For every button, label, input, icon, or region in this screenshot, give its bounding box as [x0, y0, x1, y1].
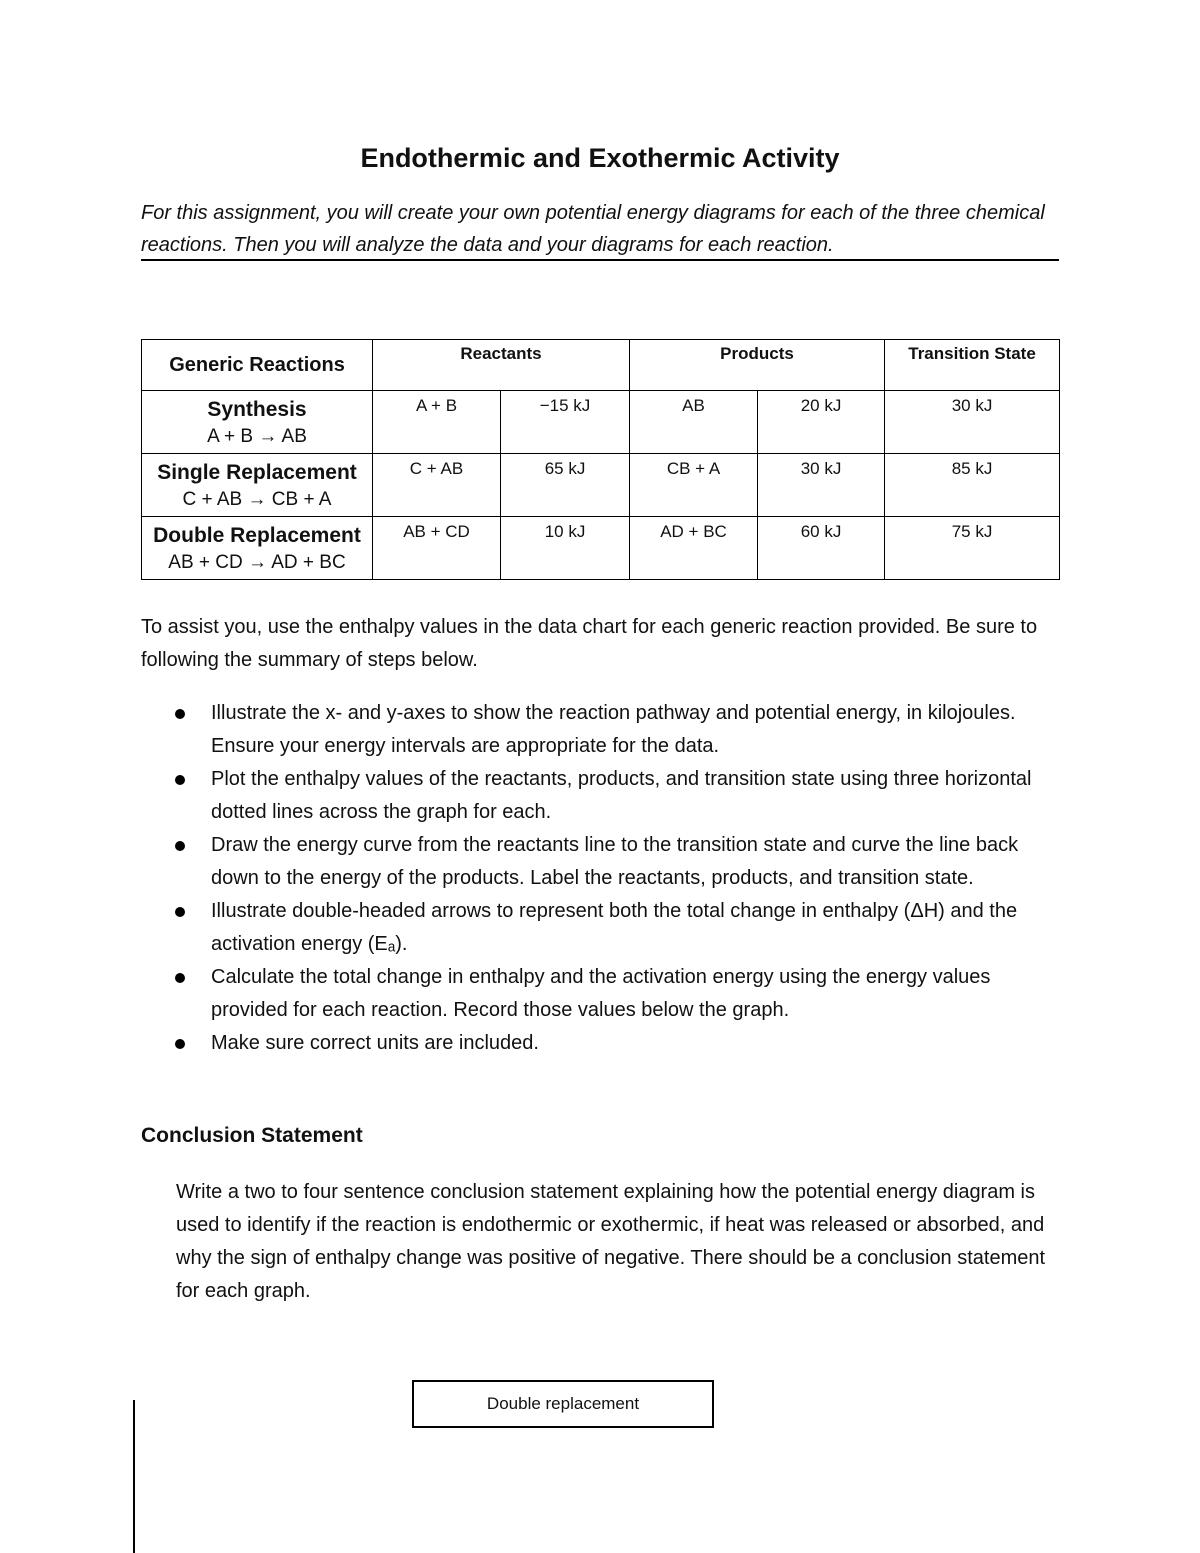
header-generic-reactions: Generic Reactions [142, 340, 373, 391]
graph-title-box: Double replacement [412, 1380, 714, 1428]
graph-y-axis [133, 1400, 135, 1553]
transition-energy: 30 kJ [885, 391, 1060, 454]
step-text: Illustrate the x- and y-axes to show the reaction pathway and potential energy, in kilojoules. Ensure your energy intervals are appropriate for the data. [211, 702, 1016, 757]
bullet-icon [175, 1039, 185, 1049]
reactant-formula: A + B [373, 391, 501, 454]
page-title: Endothermic and Exothermic Activity [360, 143, 840, 173]
bullet-icon [175, 841, 185, 851]
reaction-equation: AB + CD → AD + BC [168, 552, 346, 573]
bullet-icon [175, 709, 185, 719]
table-row [142, 454, 1060, 517]
header-products: Products [630, 340, 885, 391]
bullet-icon [175, 775, 185, 785]
step-text: Draw the energy curve from the reactants line to the transition state and curve the line back down to the energy of the products. Label the reactants, products, and transition state. [211, 834, 1019, 889]
product-energy: 30 kJ [758, 454, 885, 517]
transition-energy: 75 kJ [885, 517, 1060, 580]
reaction-equation: C + AB → CB + A [182, 489, 332, 510]
transition-energy: 85 kJ [885, 454, 1060, 517]
list-item [141, 895, 1058, 961]
list-item [141, 697, 1058, 763]
list-item [141, 1027, 1058, 1060]
reactant-formula: AB + CD [373, 517, 501, 580]
reaction-name: Synthesis [207, 398, 307, 421]
list-item [141, 829, 1058, 895]
bullet-icon [175, 973, 185, 983]
steps-list [141, 697, 1058, 1060]
list-item [141, 961, 1058, 1027]
bullet-icon [175, 907, 185, 917]
conclusion-paragraph: Write a two to four sentence conclusion statement explaining how the potential energy diagram is used to identify if the reaction is endothermic or exothermic, if heat was released or absorbed, and why the sign of enthalpy change was positive of negative. There should be a conclusion statement for each graph. [176, 1181, 1046, 1302]
product-energy: 60 kJ [758, 517, 885, 580]
conclusion-heading: Conclusion Statement [141, 1124, 363, 1147]
reaction-cell [142, 517, 373, 580]
step-text: Make sure correct units are included. [211, 1032, 539, 1054]
list-item [141, 763, 1058, 829]
title-divider [141, 259, 1059, 261]
product-energy: 20 kJ [758, 391, 885, 454]
reactant-formula: C + AB [373, 454, 501, 517]
table-row [142, 517, 1060, 580]
product-formula: AD + BC [630, 517, 758, 580]
reaction-cell [142, 454, 373, 517]
table-row [142, 391, 1060, 454]
header-reactants: Reactants [373, 340, 630, 391]
assist-paragraph: To assist you, use the enthalpy values in the data chart for each generic reaction provided. Be sure to following the summary of steps below. [141, 616, 1038, 671]
reaction-cell [142, 391, 373, 454]
product-formula: AB [630, 391, 758, 454]
step-text: Illustrate double-headed arrows to represent both the total change in enthalpy (ΔH) and the activation energy (Eₐ). [211, 900, 1018, 955]
reactant-energy: 65 kJ [501, 454, 630, 517]
product-formula: CB + A [630, 454, 758, 517]
reactant-energy: 10 kJ [501, 517, 630, 580]
step-text: Calculate the total change in enthalpy and the activation energy using the energy values provided for each reaction. Record those values below the graph. [211, 966, 991, 1021]
header-transition-state: Transition State [885, 340, 1060, 391]
reaction-equation: A + B → AB [207, 426, 307, 447]
table-header-row [142, 340, 1060, 391]
reaction-data-table [141, 339, 1060, 580]
reaction-name: Double Replacement [153, 524, 361, 547]
intro-paragraph: For this assignment, you will create your own potential energy diagrams for each of the three chemical reactions. Then you will analyze the data and your diagrams for each reaction. [141, 202, 1045, 256]
reaction-name: Single Replacement [157, 461, 357, 484]
reactant-energy: −15 kJ [501, 391, 630, 454]
step-text: Plot the enthalpy values of the reactants, products, and transition state using three horizontal dotted lines across the graph for each. [211, 768, 1032, 823]
